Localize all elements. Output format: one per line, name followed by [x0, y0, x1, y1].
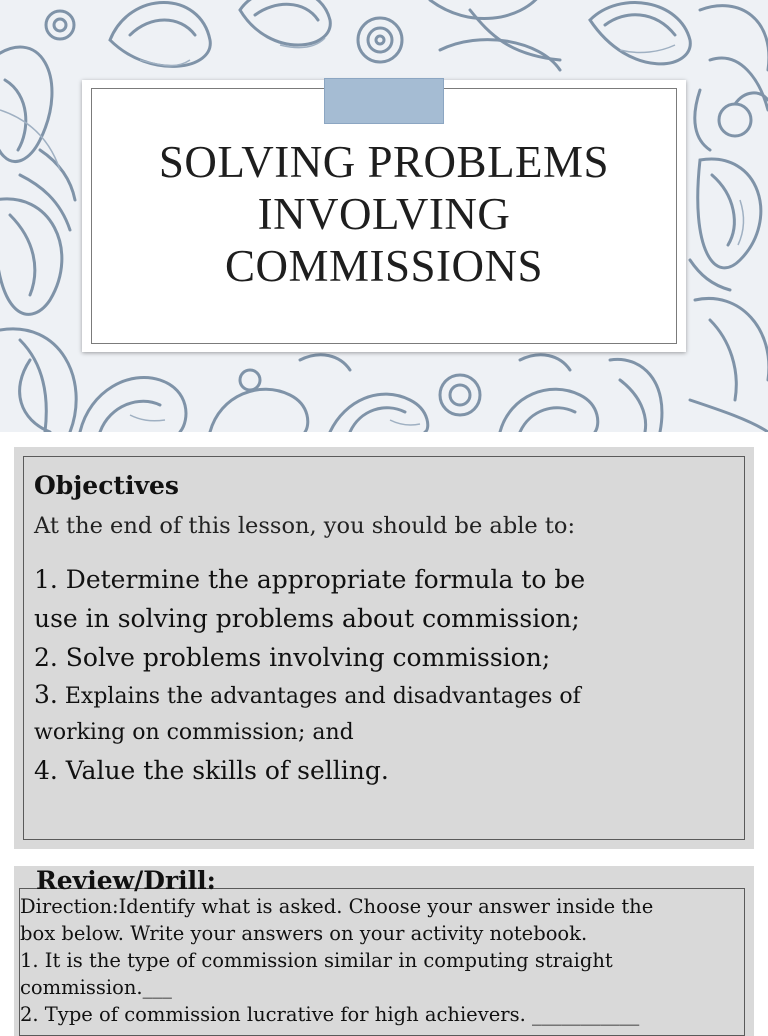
objective-text: Explains the advantages and disadvantages of [64, 684, 581, 709]
objective-line: working on commission; and [34, 720, 354, 745]
review-line: box below. Write your answers on your activity notebook. [20, 922, 588, 945]
review-line: 1. It is the type of commission similar in computing straight [20, 949, 613, 972]
review-body [20, 893, 756, 1028]
slide-title-line: SOLVING PROBLEMS [158, 137, 610, 187]
objective-line [34, 677, 744, 715]
review-heading: Review/Drill: [36, 866, 216, 895]
title-slide [0, 0, 768, 432]
review-line: commission.___ [20, 976, 172, 999]
objective-number: 3. [34, 680, 58, 709]
objective-line: 2. Solve problems involving commission; [34, 643, 551, 672]
objectives-slide [14, 447, 754, 849]
slide-title [82, 136, 686, 292]
objective-line: use in solving problems about commission; [34, 604, 580, 633]
title-card [82, 80, 686, 352]
objectives-heading: Objectives [34, 471, 179, 500]
review-line: Direction:Identify what is asked. Choose your answer inside the [20, 895, 654, 918]
title-tab [324, 78, 444, 124]
slide-title-line: INVOLVING [257, 189, 511, 239]
objective-line: 4. Value the skills of selling. [34, 756, 389, 785]
objective-line: 1. Determine the appropriate formula to be [34, 565, 586, 594]
objectives-intro: At the end of this lesson, you should be able to: [34, 513, 576, 539]
review-line: 2. Type of commission lucrative for high achievers. ___________ [20, 1003, 640, 1026]
slide-title-line: COMMISSIONS [224, 241, 544, 291]
objectives-list [34, 560, 744, 790]
